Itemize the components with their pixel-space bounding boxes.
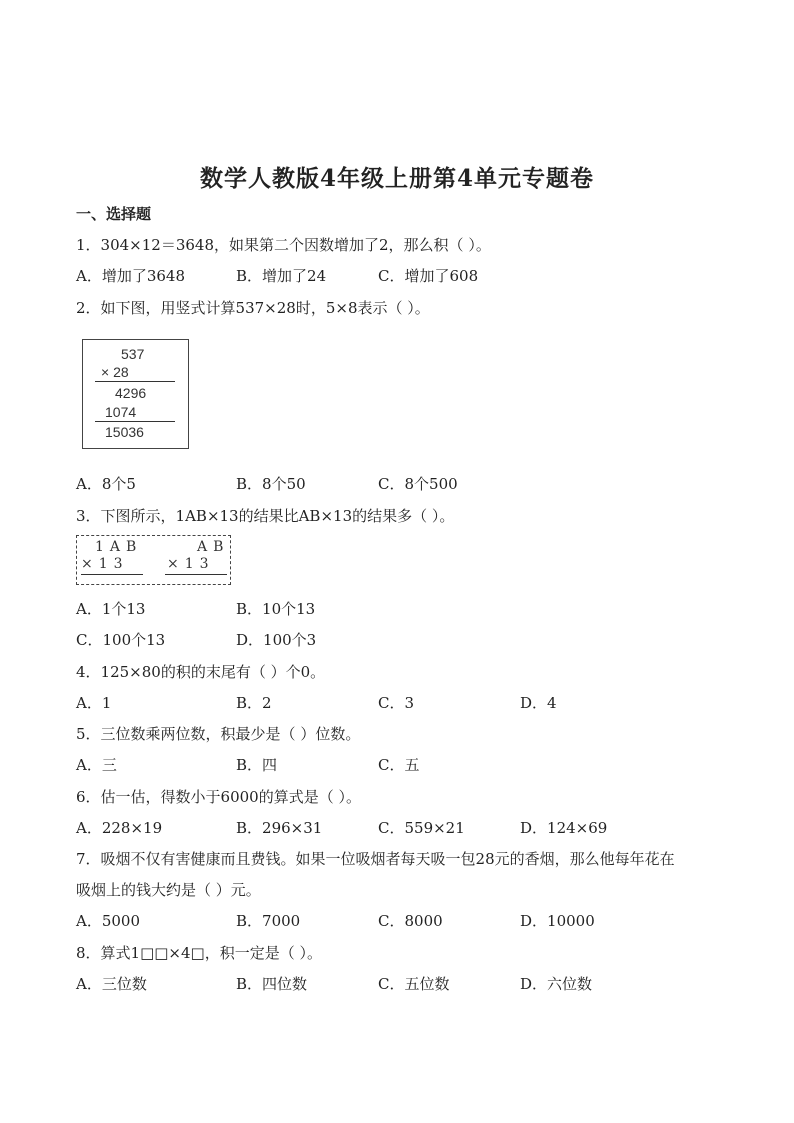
question-8-option-c: C．五位数 xyxy=(378,975,450,993)
question-6-stem: 6．估一估，得数小于6000的算式是（ ）。 xyxy=(76,788,361,806)
question-2-stem: 2．如下图，用竖式计算537×28时，5×8表示（ ）。 xyxy=(76,299,430,317)
question-4-stem: 4．125×80的积的末尾有（ ）个0。 xyxy=(76,663,326,681)
question-6-option-a: A．228×19 xyxy=(76,819,163,837)
question-3-option-a: A．1个13 xyxy=(76,600,146,618)
question-7-stem-line-2: 吸烟上的钱大约是（ ）元。 xyxy=(76,881,261,899)
figure-left-top: 1AB xyxy=(95,539,143,555)
question-3-option-b: B．10个13 xyxy=(236,600,316,618)
question-2-option-b: B．8个50 xyxy=(236,475,306,493)
figure-right-top: AB xyxy=(197,539,230,555)
question-6-option-b: B．296×31 xyxy=(236,819,323,837)
question-1-option-b: B．增加了24 xyxy=(236,267,327,285)
question-1-option-c: C．增加了608 xyxy=(378,267,479,285)
question-6-option-d: D．124×69 xyxy=(520,819,608,837)
question-8-option-d: D．六位数 xyxy=(520,975,593,993)
question-4-option-d: D．4 xyxy=(520,694,557,712)
question-8-option-a: A．三位数 xyxy=(76,975,147,993)
figure-rule xyxy=(95,421,175,422)
question-3-option-d: D．100个3 xyxy=(236,631,317,649)
question-7-option-d: D．10000 xyxy=(520,912,595,930)
figure-rule xyxy=(95,381,175,382)
question-4-option-a: A．1 xyxy=(76,694,112,712)
question-8-stem: 8．算式1□□×4□，积一定是（ ）。 xyxy=(76,944,322,962)
question-5-option-c: C．五 xyxy=(378,756,420,774)
question-7-option-c: C．8000 xyxy=(378,912,443,930)
figure-product: 15036 xyxy=(105,424,144,440)
question-5-stem: 5．三位数乘两位数，积最少是（ ）位数。 xyxy=(76,725,361,743)
question-4-option-b: B．2 xyxy=(236,694,272,712)
figure-multiplicand: 537 xyxy=(121,346,145,362)
figure-multiplier: × 28 xyxy=(101,364,129,380)
figure-right-bottom: ×13 xyxy=(167,556,215,572)
question-5-option-b: B．四 xyxy=(236,756,278,774)
section-heading: 一、选择题 xyxy=(76,205,152,223)
page-title: 数学人教版4年级上册第4单元专题卷 xyxy=(199,165,594,192)
figure-rule xyxy=(81,574,143,575)
question-3-option-c: C．100个13 xyxy=(76,631,166,649)
figure-rule xyxy=(165,574,227,575)
figure-partial-product-2: 1074 xyxy=(105,404,137,420)
question-1-option-a: A．增加了3648 xyxy=(76,267,186,285)
figure-partial-product-1: 4296 xyxy=(115,385,147,401)
vertical-multiplication-figure xyxy=(82,339,189,449)
question-1-stem: 1．304×12＝3648，如果第二个因数增加了2，那么积（ ）。 xyxy=(76,236,491,254)
question-5-option-a: A．三 xyxy=(76,756,117,774)
question-8-option-b: B．四位数 xyxy=(236,975,308,993)
question-3-stem: 3．下图所示，1AB×13的结果比AB×13的结果多（ ）。 xyxy=(76,507,455,525)
multiplication-comparison-figure xyxy=(76,535,231,585)
question-2-option-c: C．8个500 xyxy=(378,475,458,493)
question-2-option-a: A．8个5 xyxy=(76,475,136,493)
figure-left-bottom: ×13 xyxy=(81,556,129,572)
question-4-option-c: C．3 xyxy=(378,694,415,712)
question-7-stem-line-1: 7．吸烟不仅有害健康而且费钱。如果一位吸烟者每天吸一包28元的香烟，那么他每年花在 xyxy=(76,850,675,868)
question-7-option-b: B．7000 xyxy=(236,912,301,930)
question-7-option-a: A．5000 xyxy=(76,912,141,930)
question-6-option-c: C．559×21 xyxy=(378,819,465,837)
